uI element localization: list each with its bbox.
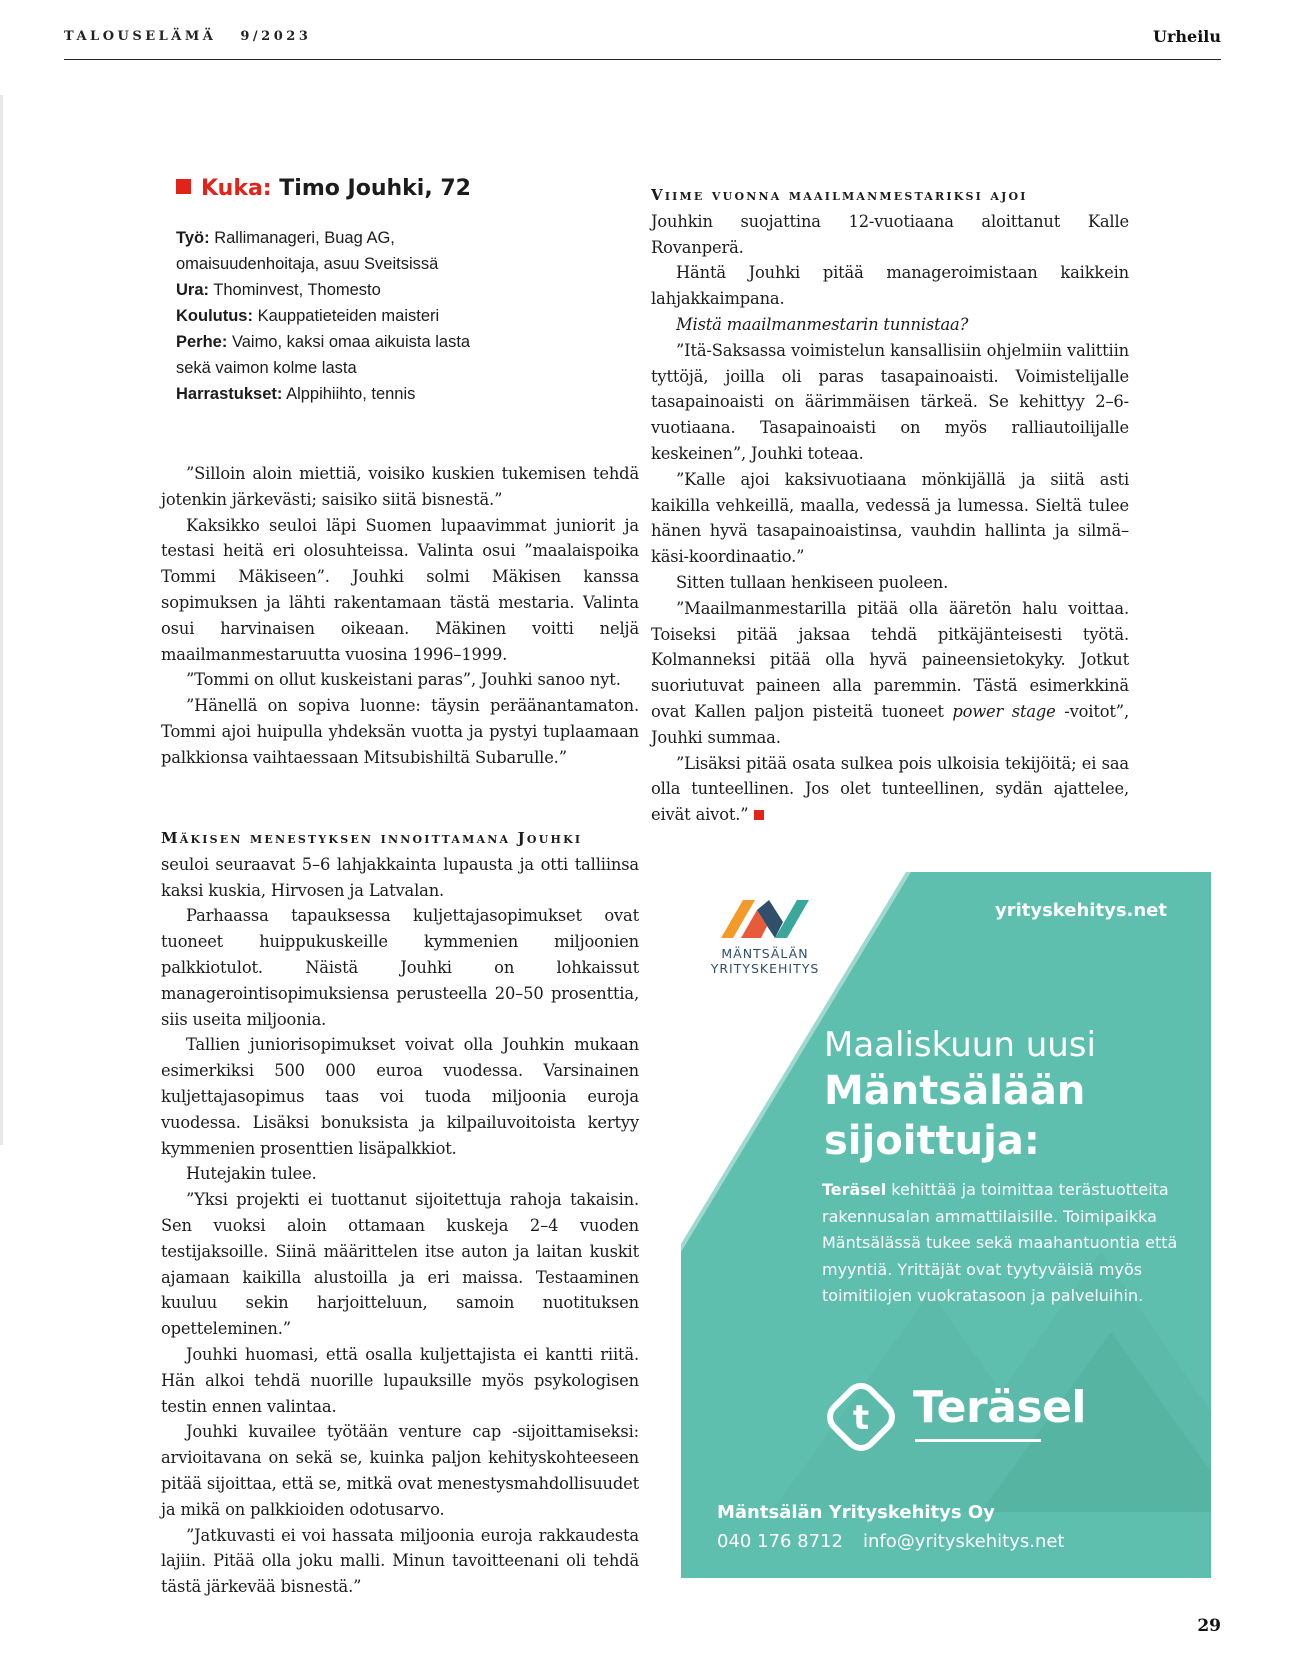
factbox-row: sekä vaimon kolme lasta: [176, 359, 357, 377]
factbox: [176, 176, 636, 407]
end-mark-icon: [754, 810, 764, 820]
factbox-row: Ura: Thominvest, Thomesto: [176, 281, 381, 299]
paragraph: ”Lisäksi pitää osata sulkea pois ulkoisia tekijöitä; ei saa olla tunteellinen. Jos olet tunteellinen, sydän ajattelee, eivät aivot.”: [651, 753, 1129, 825]
factbox-row: omaisuudenhoitaja, asuu Sveitsissä: [176, 255, 439, 273]
issue-number: 9/2023: [240, 29, 312, 44]
ad-body-text: Teräsel kehittää ja toimittaa terästuotteita rakennusalan ammattilaisille. Toimipaikka Mäntsälässä tukee sekä maahantuontia että myyntiä. Yrittäjät ovat tyytyväisiä myös toimitilojen vuokratasoon ja palveluihin.: [822, 1180, 1178, 1305]
paragraph: ”Yksi projekti ei tuottanut sijoitettuja rahoja takaisin. Sen vuoksi aloin ottamaan kuskeja 2–4 vuoden testijaksoille. Siinä määrittelen itse auton ja laitan kuskit ajamaan kaikilla alustoilla ja eri maissa. Testaaminen kuuluu sekin harjoitteluun, samoin nuotituksen opetteleminen.”: [161, 1190, 639, 1339]
paragraph: ”Jatkuvasti ei voi hassata miljoonia euroja rakkaudesta lajiin. Pitää olla joku malli. Minun tavoitteenani oli tehdä tästä järkevää bisnestä.”: [161, 1525, 639, 1597]
ad-logo: [705, 896, 825, 976]
paragraph: Parhaassa tapauksessa kuljettajasopimukset ovat tuoneet huippukuskeille kymmenien miljoonien palkkiotulot. Näistä Jouhki on lohkaissut managerointisopimuksiensa perusteella 20–50 prosenttia, siis useita miljoonia.: [161, 906, 639, 1029]
svg-text:t: t: [852, 1398, 870, 1438]
paragraph: Tallien juniorisopimukset voivat olla Jouhkin mukaan esimerkiksi 500 000 euroa vuodessa. Varsinainen kuljettajasopimus taas voi tuoda miljoonia euroja vuodessa. Lisäksi bonuksista ja kilpailuvoitoista kertyy kymmenien prosenttien lisäpalkkiot.: [161, 1035, 639, 1158]
ad-contact-info: [717, 1531, 1084, 1552]
page-header: [64, 27, 1221, 60]
ad-brand-name: Teräsel: [913, 1382, 1087, 1433]
ad-email: info@yrityskehitys.net: [862, 1531, 1065, 1552]
advertisement: [681, 872, 1211, 1578]
body-column-right: [651, 182, 1129, 828]
paragraph: Hutejakin tulee.: [186, 1164, 317, 1184]
paragraph: Jouhki kuvailee työtään venture cap -sijoittamiseksi: arvioitavana on sekä se, kuinka paljon kehityskohteeseen pitää sijoittaa, että se, mitkä ovat menestysmahdollisuudet ja mikä on palkkioiden odotusarvo.: [161, 1422, 639, 1519]
ad-brand-underline: [915, 1439, 1041, 1442]
paragraph: Jouhki huomasi, että osalla kuljettajista ei kantti riitä. Hän alkoi tehdä nuorille lupauksille myös psykologisen testin ennen valintaa.: [161, 1344, 639, 1416]
magazine-issue: [64, 29, 327, 44]
paragraph: Kaksikko seuloi läpi Suomen lupaavimmat juniorit ja testasi heitä eri olosuhteissa. Valinta osui ”maalaispoika Tommi Mäkiseen”. Jouhki solmi Mäkisen kanssa sopimuksen ja lähti rakentamaan tästä mestaria. Valinta osui harvinaisen oikeaan. Mäkinen voitti neljä maailmanmestaruutta vuosina 1996–1999.: [161, 515, 639, 664]
ad-headline-bold: Mäntsälään sijoittuja:: [824, 1068, 1086, 1164]
terasel-logo-icon: [821, 1377, 901, 1457]
body-column-left-top: [161, 461, 639, 771]
magazine-name: TALOUSELÄMÄ: [64, 29, 217, 44]
factbox-row: Työ: Rallimanageri, Buag AG,: [176, 229, 395, 247]
page-number: 29: [1197, 1616, 1221, 1636]
red-square-icon: [176, 179, 191, 194]
section-lead: Viime vuonna maailmanmestariksi ajoi: [651, 186, 1028, 204]
factbox-row: Koulutus: Kauppatieteiden maisteri: [176, 307, 440, 325]
ad-logo-text: MÄNTSÄLÄN YRITYSKEHITYS: [710, 946, 820, 976]
ad-company-name: Mäntsälän Yrityskehitys Oy: [717, 1502, 995, 1523]
lead-paragraph: Viime vuonna maailmanmestariksi ajoi Jouhkin suojattina 12-vuotiaana aloittanut Kalle Rovanperä.: [651, 186, 1129, 257]
factbox-row: Harrastukset: Alppihiihto, tennis: [176, 385, 416, 403]
interview-question: Mistä maailmanmestarin tunnistaa?: [676, 314, 969, 334]
section-lead: Mäkisen menestyksen innoittamana Jouhki: [161, 829, 583, 847]
factbox-label: Kuka:: [201, 176, 272, 201]
ad-url: yrityskehitys.net: [994, 900, 1167, 921]
factbox-title: [176, 176, 636, 201]
lead-paragraph: Mäkisen menestyksen innoittamana Jouhki seuloi seuraavat 5–6 lahjakkainta lupausta ja otti talliinsa kaksi kuskia, Hirvosen ja Latvalan.: [161, 829, 639, 900]
ad-phone: 040 176 8712: [717, 1531, 843, 1552]
section-name: Urheilu: [1153, 27, 1221, 46]
page-edge: [0, 95, 3, 1145]
factbox-row: Perhe: Vaimo, kaksi omaa aikuista lasta: [176, 333, 471, 351]
paragraph: Häntä Jouhki pitää manageroimistaan kaikkein lahjakkaimpana.: [651, 263, 1129, 309]
factbox-lines: [176, 225, 636, 407]
factbox-name: Timo Jouhki, 72: [279, 176, 471, 201]
body-column-left-bottom: [161, 825, 639, 1600]
paragraph: ”Tommi on ollut kuskeistani paras”, Jouhki sanoo nyt.: [186, 670, 621, 690]
paragraph: ”Hänellä on sopiva luonne: täysin peräänantamaton. Tommi ajoi huipulla yhdeksän vuotta ja pystyi tuplaamaan palkkionsa vaihtaessaan Mitsubishiltä Subarulle.”: [161, 696, 639, 767]
paragraph: Sitten tullaan henkiseen puoleen.: [676, 572, 949, 592]
paragraph: ”Maailmanmestarilla pitää olla ääretön halu voittaa. Toiseksi pitää jaksaa tehdä pitkäjänteisesti työtä. Kolmanneksi pitää olla hyvä paineensietokyky. Jotkut suoriutuvat paineen alla paremmin. Tästä esimerkkinä ovat Kallen paljon pisteitä tuoneet power stage -voitot”, Jouhki summaa.: [651, 598, 1129, 747]
ad-headline-light: Maaliskuun uusi: [824, 1025, 1096, 1065]
yrityskehitys-logo-icon: [717, 896, 813, 940]
paragraph: ”Kalle ajoi kaksivuotiaana mönkijällä ja siitä asti kaikilla vehkeillä, maalla, vedessä ja lumessa. Sieltä tulee hänen hyvä tasapainoaistinsa, vauhdin hallinta ja silmä–käsi-koordinaatio.”: [651, 469, 1129, 567]
paragraph: ”Itä-Saksassa voimistelun kansallisiin ohjelmiin valittiin tyttöjä, joilla oli paras tasapainoaisti. Voimistelijalle tasapainoaisti on äärimmäisen tärkeä. Se kehittyy 2–6-vuotiaana. Tasapainoaisti on myös ralliautoilijalle keskeinen”, Jouhki toteaa.: [651, 340, 1129, 463]
paragraph: ”Silloin aloin miettiä, voisiko kuskien tukemisen tehdä jotenkin järkevästi; saisiko siitä bisnestä.”: [161, 464, 639, 509]
